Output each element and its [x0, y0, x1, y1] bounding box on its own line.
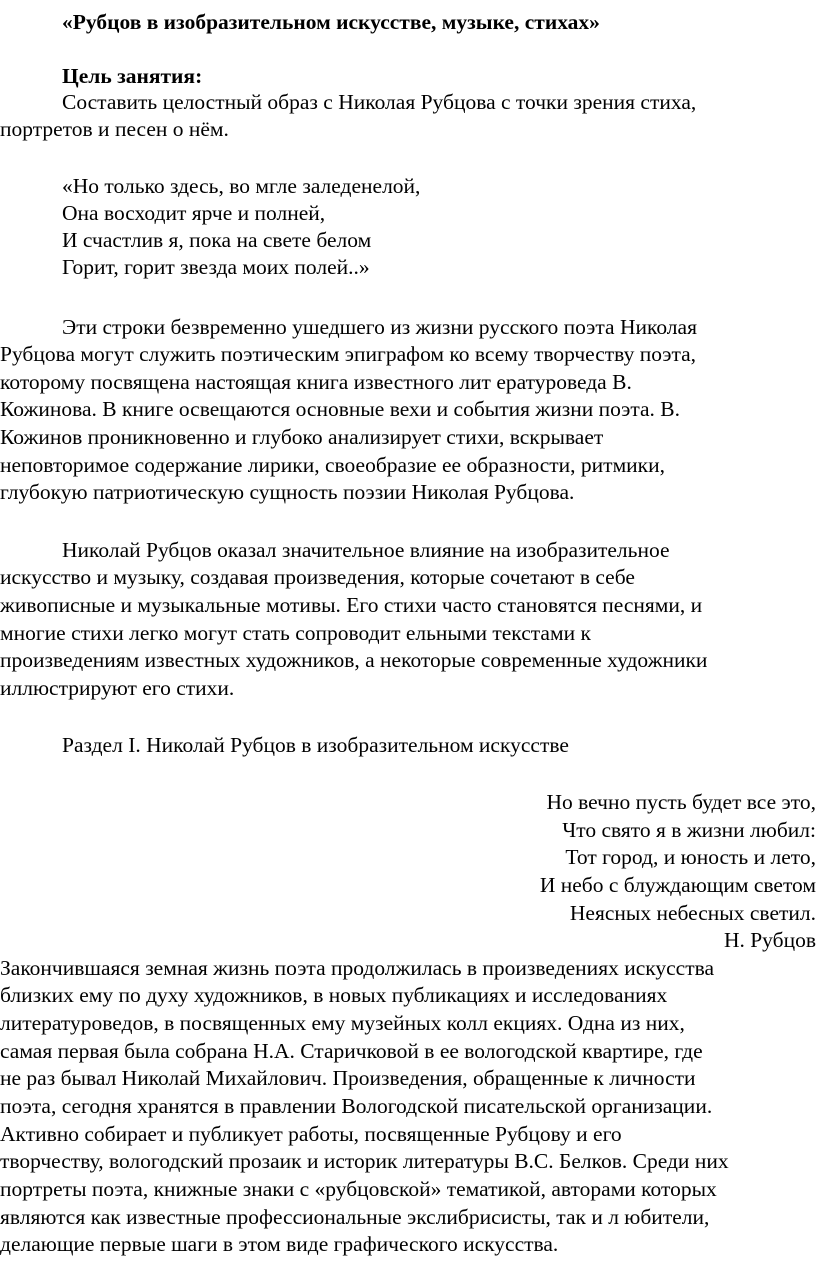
paragraph-line: самая первая была собрана Н.А. Старичковой в ее вологодской квартире, где [0, 1039, 703, 1063]
paragraph-line: Активно собирает и публикует работы, посвященные Рубцову и его [0, 1122, 622, 1146]
document-title: «Рубцов в изобразительном искусстве, музыке, стихах» [62, 10, 600, 34]
paragraph-line: близких ему по духу художников, в новых публикациях и исследованиях [0, 983, 668, 1007]
epigraph-line: Горит, горит звезда моих полей..» [62, 255, 370, 279]
poem-line: Неясных небесных светил. [569, 901, 816, 925]
paragraph-line: являются как известные профессиональные экслибрисисты, так и л юбители, [0, 1205, 710, 1229]
poem-line: Но вечно пусть будет все это, [546, 790, 816, 814]
paragraph-line: поэта, сегодня хранятся в правлении Вологодской писательской организации. [0, 1094, 713, 1118]
epigraph-line: И счастлив я, пока на свете белом [62, 228, 372, 252]
poem-line: Что свято я в жизни любил: [562, 818, 816, 842]
poem-line: Тот город, и юность и лето, [565, 845, 816, 869]
poem-line: И небо с блуждающим светом [539, 873, 816, 897]
epigraph-line: «Но только здесь, во мгле заледенелой, [62, 174, 421, 198]
paragraph-line: живописные и музыкальные мотивы. Его стихи часто становятся песнями, и [0, 593, 703, 617]
paragraph-line: глубокую патриотическую сущность поэзии Николая Рубцова. [0, 480, 575, 504]
paragraph-line: творчеству, вологодский прозаик и историк литературы В.С. Белков. Среди них [0, 1149, 729, 1173]
epigraph-line: Она восходит ярче и полней, [62, 201, 326, 225]
paragraph-line: многие стихи легко могут стать сопроводит ельными текстами к [0, 621, 591, 645]
paragraph-line: иллюстрируют его стихи. [0, 676, 235, 700]
paragraph-line: литературоведов, в посвященных ему музейных колл екциях. Одна из них, [0, 1011, 685, 1035]
paragraph-line: Кожинов проникновенно и глубоко анализирует стихи, вскрывает [0, 425, 604, 449]
paragraph-line: Закончившаяся земная жизнь поэта продолжилась в произведениях искусства [0, 956, 715, 980]
paragraph-line: искусство и музыку, создавая произведения, которые сочетают в себе [0, 565, 635, 589]
paragraph-line: портреты поэта, книжные знаки с «рубцовской» тематикой, авторами которых [0, 1177, 717, 1201]
goal-line: Составить целостный образ с Николая Рубцова с точки зрения стиха, [62, 90, 697, 114]
paragraph-line: произведениям известных художников, а некоторые современные художники [0, 648, 708, 672]
paragraph-line: Рубцова могут служить поэтическим эпиграфом ко всему творчеству поэта, [0, 342, 697, 366]
goal-heading: Цель занятия: [62, 64, 203, 88]
paragraph-line: Кожинова. В книге освещаются основные вехи и события жизни поэта. В. [0, 397, 681, 421]
paragraph-line: Николай Рубцов оказал значительное влияние на изобразительное [62, 538, 670, 562]
paragraph-line: неповторимое содержание лирики, своеобразие ее образности, ритмики, [0, 453, 666, 477]
paragraph-line: делающие первые шаги в этом виде графического искусства. [0, 1232, 559, 1256]
paragraph-line: Эти строки безвременно ушедшего из жизни русского поэта Николая [62, 315, 697, 339]
paragraph-line: не раз бывал Николай Михайлович. Произведения, обращенные к личности [0, 1066, 696, 1090]
section-heading: Раздел I. Николай Рубцов в изобразительном искусстве [62, 733, 569, 757]
poem-author: Н. Рубцов [723, 928, 816, 952]
paragraph-line: которому посвящена настоящая книга известного лит ературоведа В. [0, 370, 632, 394]
goal-line: портретов и песен о нём. [0, 117, 229, 141]
